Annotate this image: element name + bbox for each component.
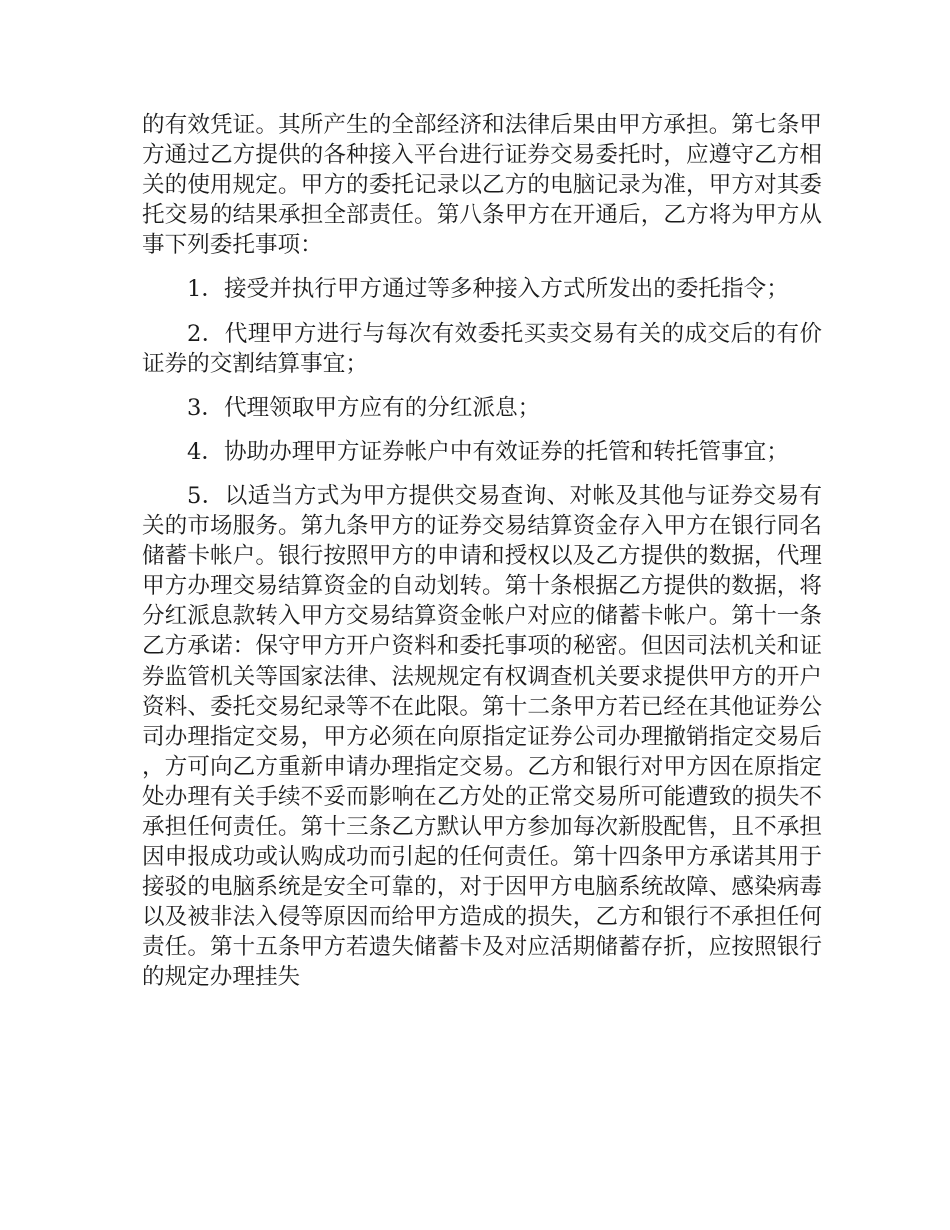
list-item-5: 5．以适当方式为甲方提供交易查询、对帐及其他与证券交易有关的市场服务。第九条甲方的证券交易结算资金存入甲方在银行同名储蓄卡帐户。银行按照甲方的申请和授权以及乙方提供的数据，代理甲方办理交易结算资金的自动划转。第十条根据乙方提供的数据，将分红派息款转入甲方交易结算资金帐户对应的储蓄卡帐户。第十一条乙方承诺：保守甲方开户资料和委托事项的秘密。但因司法机关和证券监管机关等国家法律、法规规定有权调查机关要求提供甲方的开户资料、委托交易纪录等不在此限。第十二条甲方若已经在其他证券公司办理指定交易，甲方必须在向原指定证券公司办理撤销指定交易后，方可向乙方重新申请办理指定交易。乙方和银行对甲方因在原指定处办理有关手续不妥而影响在乙方处的正常交易所可能遭致的损失不承担任何责任。第十三条乙方默认甲方参加每次新股配售，且不承担因申报成功或认购成功而引起的任何责任。第十四条甲方承诺其用于接驳的电脑系统是安全可靠的，对于因甲方电脑系统故障、感染病毒以及被非法入侵等原因而给甲方造成的损失，乙方和银行不承担任何责任。第十五条甲方若遗失储蓄卡及对应活期储蓄存折，应按照银行的规定办理挂失 [142,482,822,991]
document-body [142,110,822,1007]
list-item-4: 4．协助办理甲方证券帐户中有效证券的托管和转托管事宜； [187,438,789,465]
list-item-1: 1．接受并执行甲方通过等多种接入方式所发出的委托指令； [187,276,789,303]
paragraph-intro: 的有效凭证。其所产生的全部经济和法律后果由甲方承担。第七条甲方通过乙方提供的各种接入平台进行证券交易委托时，应遵守乙方相关的使用规定。甲方的委托记录以乙方的电脑记录为准，甲方对其委托交易的结果承担全部责任。第八条甲方在开通后，乙方将为甲方从事下列委托事项： [142,112,822,259]
list-item-2: 2．代理甲方进行与每次有效委托买卖交易有关的成交后的有价证券的交割结算事宜； [142,320,822,377]
list-item-3: 3．代理领取甲方应有的分红派息； [187,394,541,421]
